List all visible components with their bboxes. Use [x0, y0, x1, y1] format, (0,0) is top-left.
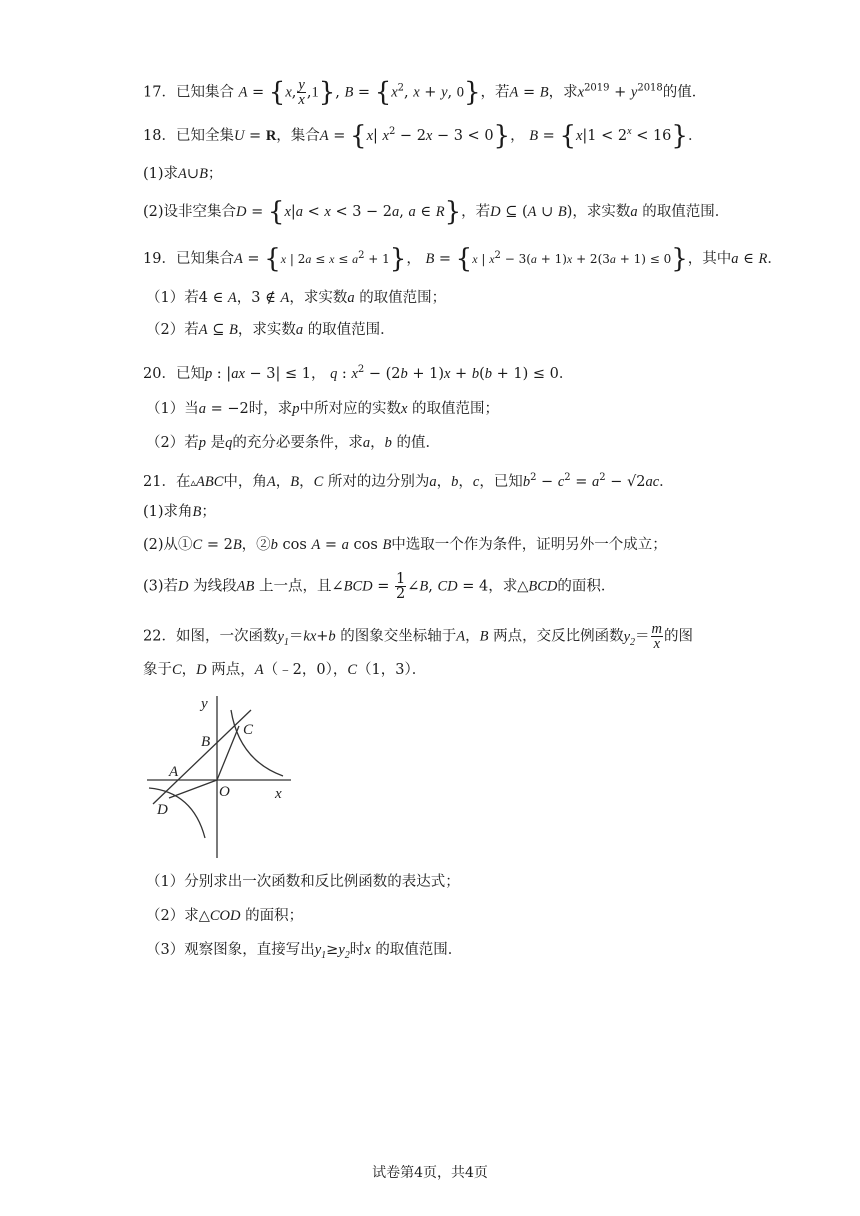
label-x: x: [275, 786, 282, 802]
label-b: B: [201, 734, 211, 750]
q19-part2: （2）若A ⊆ B，求实数a 的取值范围．: [146, 322, 395, 338]
q20-part2: （2）若p 是q的充分必要条件，求a，b 的值．: [146, 435, 440, 451]
label-o: O: [219, 784, 230, 800]
q21-line: 21．在▵ABC中，角A，B，C 所对的边分别为a，b，c，已知$b^2 - c^2 = a^2 - √2ac$．: [143, 472, 674, 490]
label-d: D: [157, 802, 168, 818]
q17-line: 17．已知集合 A = {x, $\frac{y}{x}$ ,1}, $B = \{x^2$, x + y, 0}，若A = B，求$x^{2019} + y^{2018}$的值．: [143, 77, 707, 108]
segment-oc: [217, 726, 239, 780]
question-number: 17．: [143, 84, 176, 101]
line-y1: [153, 710, 251, 804]
label-y: y: [201, 696, 208, 712]
q18-line: 18．已知全集U = R，集合A = {x| $x^2 - 2x - 3 < 0$}， $B = \{x|1 < 2^x < 16\}$．: [143, 120, 703, 151]
q19-part1: （1）若4 ∈ A，3 ∉ A，求实数a 的取值范围；: [146, 290, 447, 306]
q21-part1: (1)求角B；: [143, 504, 216, 520]
q22-part1: （1）分别求出一次函数和反比例函数的表达式；: [146, 874, 460, 890]
q18-part1: (1)求A∪B；: [143, 166, 223, 182]
q22-part2: （2）求△COD 的面积；: [146, 908, 304, 924]
label-c: C: [243, 722, 254, 738]
page-footer: 试卷第4页，共4页: [372, 1165, 488, 1181]
function-graph: [143, 690, 293, 862]
segment-od: [169, 780, 217, 798]
q22-part3: （3）观察图象，直接写出$y_1\ge y_2$时x 的取值范围．: [146, 942, 463, 961]
q19-line: 19．已知集合A = {x | $2a \le x \le a^2 + 1$}， B = {x | $x^2 - 3(a + 1)x + 2(3a + 1) \le 0$}，其中a ∈ R．: [143, 244, 782, 274]
q20-part1: （1）当a = −2时，求p中所对应的实数x 的取值范围；: [146, 401, 500, 417]
q21-part3: (3)若D 为线段AB 上一点，且∠BCD = $\frac{1}{2}$ ∠B, CD = 4，求△BCD的面积．: [143, 571, 616, 602]
label-a: A: [169, 764, 179, 780]
q22-line1: 22．如图，一次函数$y_1=kx+b$ 的图象交坐标轴于A，B 两点，交反比例函数$y_2=$ $\frac{m}{x}$ 的图: [143, 621, 694, 652]
q18-part2: (2)设非空集合D = {x|a < x < 3 − 2a, a ∈ R}，若D ⊆ (A ∪ B)，求实数a 的取值范围．: [143, 197, 730, 227]
hyperbola-branch-1: [231, 710, 283, 776]
q21-part2: (2)从①C = 2B，②b cos A = a cos B中选取一个作为条件，证明另外一个成立；: [143, 537, 667, 553]
q22-line2: 象于C，D 两点，A（﹣2，0），C（1，3）．: [143, 662, 427, 678]
q20-line: 20．已知p : |ax − 3| ≤ 1， q : $x^2 - (2b + 1)x + b(b + 1) \le 0$．: [143, 364, 574, 382]
